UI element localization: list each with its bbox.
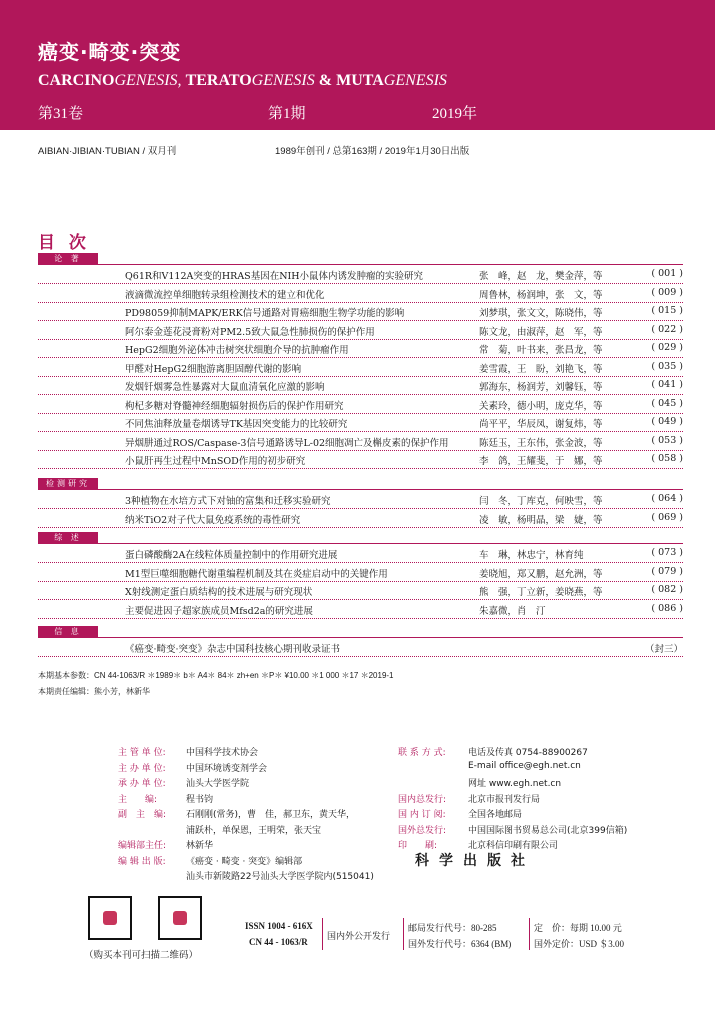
divider (403, 918, 404, 950)
info-value: 程书钧 (186, 794, 214, 805)
info-value: 中国科学技术协会 (186, 748, 259, 758)
info-value: 汕头大学医学院 (186, 779, 250, 789)
publisher-info-row (398, 761, 581, 771)
section-rule (98, 543, 683, 544)
postal-code-foreign: 国外发行代号：6364 (BM) (408, 939, 512, 949)
info-label: 国内总发行: (398, 794, 447, 805)
article-page: ( 082 ) (651, 584, 683, 595)
info-value: 林新华 (186, 841, 214, 851)
article-title: X射线测定蛋白质结构的技术进展与研究现状 (125, 587, 313, 598)
divider (529, 918, 530, 950)
section-label: 综 述 (38, 532, 98, 544)
info-label: 主 办 单 位: (118, 763, 166, 774)
info-value: 石刚刚(常务)，曹 佳，郝卫东，黄天华， (186, 810, 356, 820)
article-page: ( 049 ) (651, 416, 683, 427)
article-authors: 朱嘉微，肖 汀 (479, 605, 546, 617)
article-title: 3种植物在水培方式下对铀的富集和迁移实验研究 (125, 496, 331, 507)
toc-entry[interactable] (38, 564, 683, 582)
info-label: 国 内 订 阅: (398, 810, 446, 820)
toc-section-header (38, 626, 683, 638)
info-value: 电话及传真 0754-88900267 (468, 748, 588, 758)
article-title: 小鼠肝再生过程中MnSOD作用的初步研究 (125, 456, 306, 467)
title-en-segment: GENESIS, (114, 72, 186, 89)
info-label: 副 主 编: (118, 810, 167, 820)
toc-section-header (38, 532, 683, 544)
article-page: ( 058 ) (651, 453, 683, 464)
article-authors: 张 峰，赵 龙，樊金萍，等 (479, 271, 603, 282)
title-en-segment: GENESIS (251, 72, 319, 89)
section-rule (98, 264, 683, 265)
responsible-editors: 本期责任编辑：熊小芳，林新华 (38, 687, 150, 696)
article-authors: 刘梦琪，张文文，陈晓伟，等 (479, 308, 603, 319)
article-page: ( 015 ) (651, 305, 683, 316)
issue-parameters: 本期基本参数：CN 44-1063/R ＊1989＊ b＊ A4＊ 84＊ zh+en ＊P＊ ¥10.00 ＊1 000 ＊17 ＊2019-1 (38, 671, 394, 680)
article-authors: 李 鸽，王耀斐，于 娜，等 (479, 456, 603, 467)
issue-year: 2019年 (432, 106, 478, 122)
volume-number: 第31卷 (38, 106, 84, 122)
article-page: ( 009 ) (651, 286, 683, 298)
distribution-type: 国内外公开发行 (327, 932, 391, 942)
toc-entry[interactable] (38, 340, 683, 358)
info-value: 全国各地邮局 (468, 810, 523, 820)
journal-title-cn: 癌变·畸变·突变 (38, 40, 182, 64)
article-title: 发烟钎烟雾急性暴露对大鼠血清氧化应激的影响 (125, 382, 325, 393)
article-authors: 姜晓旭，郑又鹏，赵允洲，等 (479, 568, 603, 580)
publisher-info-row (118, 838, 213, 851)
article-authors: 闫 冬，丁库克，何映雪，等 (479, 496, 603, 507)
article-authors: 陈廷玉，王东伟，张金波，等 (479, 437, 603, 449)
article-authors: 凌 敏，杨明晶，梁 婕，等 (479, 514, 603, 526)
info-label: 编 辑 出 版: (118, 856, 166, 867)
publisher-info-row (118, 823, 321, 836)
publisher-info-row (398, 807, 522, 820)
article-authors: 周鲁林，杨润坤，张 文，等 (479, 289, 603, 301)
article-page: （封三） (644, 644, 683, 655)
publisher-info-row (118, 745, 258, 758)
section-label: 信 息 (38, 626, 98, 638)
info-value: 汕头市新陵路22号汕头大学医学院内(515041) (186, 872, 374, 882)
qr-logo-icon (173, 911, 187, 925)
title-en-segment: GENESIS (383, 72, 447, 89)
article-title: M1型巨噬细胞糖代谢重编程机制及其在炎症启动中的关键作用 (125, 568, 388, 580)
toc-entry[interactable] (38, 377, 683, 395)
article-title: 枸杞多糖对脊髓神经细胞辐射损伤后的保护作用研究 (125, 400, 344, 412)
info-label: 主 编: (118, 794, 158, 805)
section-rule (98, 489, 683, 490)
info-label: 联 系 方 式: (398, 748, 446, 758)
title-en-segment: TERATO (185, 72, 252, 89)
article-page: ( 029 ) (651, 342, 683, 353)
publisher-info-row (118, 854, 302, 867)
article-page: ( 001 ) (651, 268, 683, 279)
article-page: ( 064 ) (651, 493, 683, 504)
article-page: ( 086 ) (651, 602, 683, 614)
info-value: 网址 www.egh.net.cn (468, 779, 562, 789)
toc-entry[interactable] (38, 510, 683, 528)
article-authors: 关素玲，德小明，庞克华，等 (479, 400, 603, 412)
toc-entry[interactable] (38, 433, 683, 451)
publisher-info-row (398, 776, 561, 789)
toc-entry[interactable] (38, 491, 683, 509)
publisher-info-row (118, 869, 374, 882)
publisher-info-row (398, 823, 627, 836)
article-title: 不同焦油释放量卷烟诱导TK基因突变能力的比较研究 (125, 419, 348, 430)
info-label: 国外总发行: (398, 825, 447, 836)
article-title: 蛋白磷酸酶2A在线粒体质量控制中的作用研究进展 (125, 550, 338, 561)
toc-entry[interactable] (38, 396, 683, 414)
divider (322, 918, 323, 950)
publisher-info-row (398, 745, 588, 758)
toc-entry[interactable] (38, 303, 683, 321)
publisher-info-row (118, 761, 267, 774)
article-page: ( 035 ) (651, 360, 683, 372)
info-label: 编辑部主任: (118, 841, 167, 851)
qr-code-shop[interactable] (158, 896, 202, 940)
title-en-segment: CARCINO (38, 72, 115, 89)
article-page: ( 053 ) (651, 434, 683, 446)
info-value: 中国国际图书贸易总公司(北京399信箱) (468, 825, 628, 836)
journal-frequency: AIBIAN·JIBIAN·TUBIAN / 双月刊 (38, 146, 177, 157)
info-value: 《癌变 · 畸变 · 突变》编辑部 (186, 856, 303, 867)
issue-number: 第1期 (268, 106, 306, 122)
toc-entry[interactable] (38, 414, 683, 432)
toc-section-header (38, 478, 683, 490)
article-authors: 熊 强，丁立新，姜晓燕，等 (479, 587, 603, 598)
article-page: ( 073 ) (651, 547, 683, 558)
publication-info-bar (237, 918, 697, 950)
article-title: 主要促进因子超家族成员Mfsd2a的研究进展 (125, 605, 313, 617)
article-authors: 常 菊，叶书来，张昌龙，等 (479, 345, 603, 356)
toc-entry[interactable] (38, 639, 683, 657)
info-value: 中国环境诱变剂学会 (186, 763, 268, 774)
publisher-seal: 科学出版社 (415, 853, 535, 869)
article-page: ( 022 ) (651, 323, 683, 335)
toc-entry[interactable] (38, 359, 683, 377)
publisher-info-row (398, 792, 540, 805)
publisher-info-row (118, 776, 249, 789)
article-page: ( 079 ) (651, 565, 683, 577)
section-label: 检测研究 (38, 478, 98, 490)
info-value: 北京科信印刷有限公司 (468, 841, 559, 851)
issn: ISSN 1004 - 616X (245, 921, 313, 931)
price-foreign: 国外定价：USD ＄3.00 (534, 939, 625, 949)
qr-logo-icon (103, 911, 117, 925)
info-value: 北京市报刊发行局 (468, 794, 541, 805)
info-value: 浦跃朴，单保恩，王明荣，张天宝 (186, 825, 322, 836)
article-title: 《癌变·畸变·突变》杂志中国科技核心期刊收录证书 (125, 644, 341, 655)
publisher-info-row (118, 807, 355, 820)
article-authors: 车 琳，林忠宁，林育纯 (479, 550, 584, 561)
qr-caption: （购买本刊可扫描二维码） (84, 950, 199, 961)
qr-code-wechat[interactable] (88, 896, 132, 940)
article-title: PD98059抑制MAPK/ERK信号通路对胃癌细胞生物学功能的影响 (125, 308, 405, 319)
toc-entry[interactable] (38, 545, 683, 563)
article-title: 阿尔泰金莲花浸膏粉对PM2.5致大鼠急性肺损伤的保护作用 (125, 326, 375, 338)
title-en-segment: & MUTA (318, 72, 384, 89)
journal-header (0, 0, 715, 130)
cn-number: CN 44 - 1063/R (249, 937, 308, 947)
toc-title: 目 次 (38, 233, 90, 253)
toc-entry[interactable] (38, 451, 683, 469)
article-page: ( 069 ) (651, 511, 683, 523)
article-title: HepG2细胞外泌体冲击树突状细胞介导的抗肿瘤作用 (125, 345, 349, 356)
publisher-info-row (118, 792, 213, 805)
article-authors: 尚平平，华辰凤，谢复炜，等 (479, 419, 603, 430)
article-page: ( 041 ) (651, 379, 683, 390)
article-title: 液滴微流控单细胞转录组检测技术的建立和优化 (125, 289, 325, 301)
article-authors: 陈文龙，由淑萍，赵 军，等 (479, 326, 603, 338)
toc-entry[interactable] (38, 322, 683, 340)
article-title: 甲醛对HepG2细胞游离胆固醇代谢的影响 (125, 363, 302, 375)
toc-entry[interactable] (38, 285, 683, 303)
section-rule (98, 637, 683, 638)
postal-code-domestic: 邮局发行代号：80-285 (408, 923, 497, 933)
article-authors: 郭海东，杨润芳，刘馨钰，等 (479, 382, 603, 393)
journal-title-en (38, 72, 447, 90)
article-authors: 姜雪霞，王 盼，刘艳飞，等 (479, 363, 603, 375)
issue-info: 1989年创刊 / 总第163期 / 2019年1月30日出版 (275, 146, 470, 157)
info-label: 印 刷: (398, 841, 438, 851)
toc-entry[interactable] (38, 582, 683, 600)
article-page: ( 045 ) (651, 397, 683, 409)
toc-section-header (38, 253, 683, 265)
article-title: 纳米TiO2对子代大鼠免疫系统的毒性研究 (125, 514, 301, 526)
toc-entry[interactable] (38, 266, 683, 284)
info-value: E-mail office@egh.net.cn (468, 760, 581, 771)
section-label: 论 著 (38, 253, 98, 265)
info-label: 主 管 单 位: (118, 748, 166, 758)
toc-entry[interactable] (38, 601, 683, 619)
article-title: 异烟肼通过ROS/Caspase-3信号通路诱导L-02细胞凋亡及槲皮素的保护作用 (125, 437, 449, 449)
price-domestic: 定 价：每期 10.00 元 (534, 923, 622, 933)
info-label: 承 办 单 位: (118, 779, 166, 789)
article-title: Q61R和V112A突变的HRAS基因在NIH小鼠体内诱发肿瘤的实验研究 (125, 271, 424, 282)
